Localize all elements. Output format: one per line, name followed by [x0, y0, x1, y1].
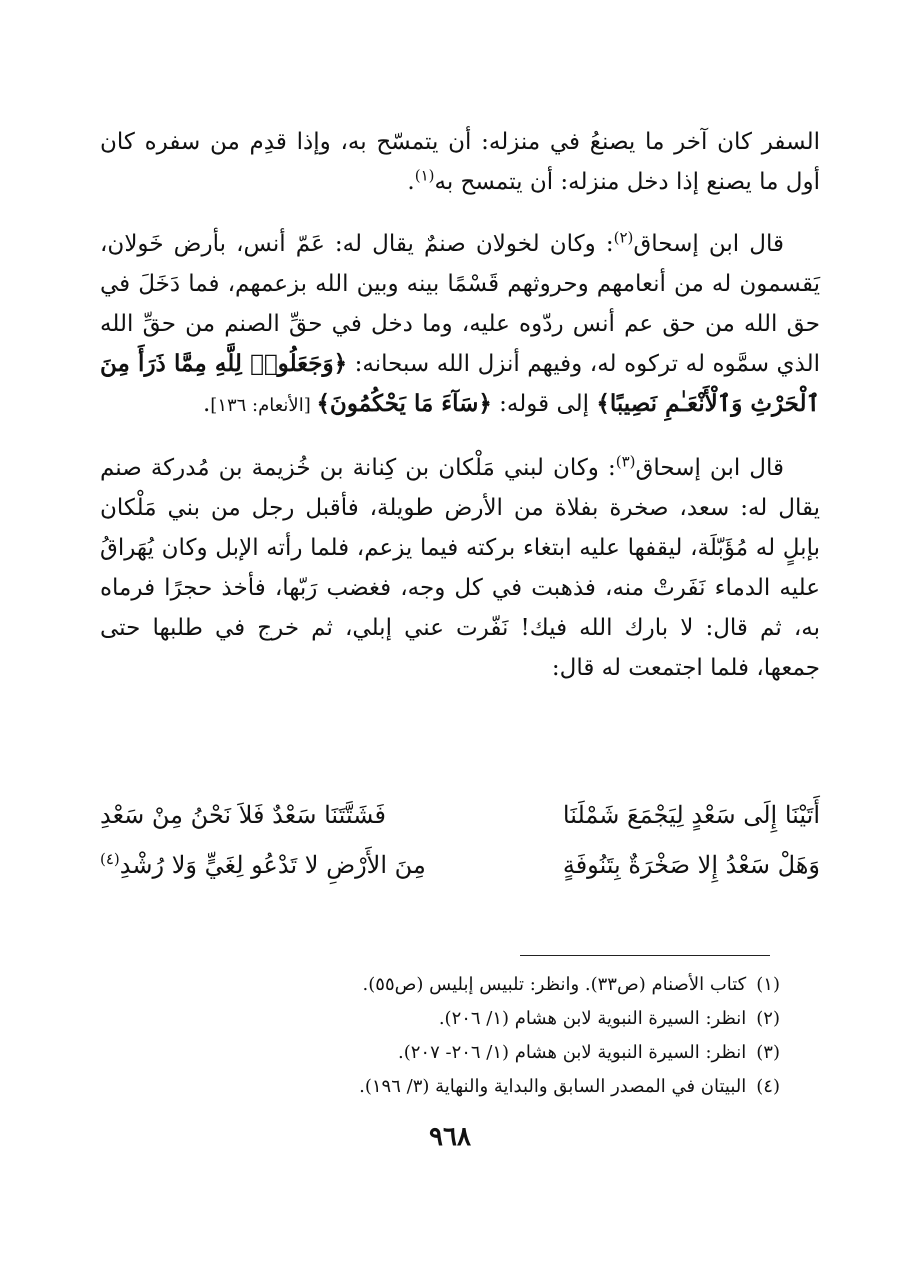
footnote-separator	[520, 955, 770, 956]
footnote-1-text: كتاب الأصنام (ص٣٣). وانظر: تلبيس إبليس (ص٥٥).	[362, 974, 747, 995]
footnote-2-text: انظر: السيرة النبوية لابن هشام (١/ ٢٠٦).	[438, 1008, 747, 1029]
paragraph-2-middle: إلى قوله:	[491, 391, 597, 417]
poem	[100, 790, 820, 890]
footnote-3-number: (٣)	[756, 1042, 780, 1063]
paragraph-3	[100, 448, 820, 688]
ayah-reference: [الأنعام: ١٣٦]	[210, 395, 317, 416]
quran-verse-1: ﴿وَجَعَلُوا۟ لِلَّهِ مِمَّا ذَرَأَ مِنَ ٱلْحَرْثِ وَٱلْأَنْعَـٰمِ نَصِيبًا﴾	[100, 350, 820, 417]
footnotes	[100, 968, 780, 1104]
paragraph-2-text: قال ابن إسحاق	[633, 231, 784, 257]
footnote-ref-2: (٢)	[613, 228, 634, 247]
footnote-4-number: (٤)	[756, 1076, 780, 1097]
footnote-ref-3: (٣)	[615, 452, 636, 471]
footnote-2-number: (٢)	[756, 1008, 780, 1029]
footnote-1-number: (١)	[756, 974, 780, 995]
poem-verse-2	[100, 840, 820, 890]
page-number: ٩٦٨	[429, 1122, 471, 1152]
paragraph-2-end: .	[202, 391, 211, 417]
footnote-4	[100, 1070, 780, 1104]
paragraph-1-tail: .	[407, 169, 415, 195]
verse-2-second-hemistich: مِنَ الأَرْضِ لا تَدْعُو لِغَيٍّ وَلا رُشْدِ	[119, 851, 426, 879]
verse-2-first-hemistich: وَهَلْ سَعْدُ إِلا صَخْرَةٌ بِتَنُوفَةٍ	[562, 851, 820, 879]
footnote-3-text: انظر: السيرة النبوية لابن هشام (١/ ٢٠٦- ٢٠٧).	[397, 1042, 747, 1063]
footnote-2	[100, 1002, 780, 1036]
paragraph-3-tail: : وكان لبني مَلْكان بن كِنانة بن خُزيمة بن مُدركة صنم يقال له: سعد، صخرة بفلاة من الأرض طويلة، فأقبل رجل من بني مَلْكان بإبلٍ له مُؤَبّلَة، ليقفها عليه ابتغاء بركته فيما يزعم، فلما رأته الإبل وكان يُهَراقُ عليه الدماء نَفَرتْ منه، فذهبت في كل وجه، فغضب رَبّها، فأخذ حجرًا فرماه به، ثم قال: لا بارك الله فيك! نَفّرت عني إبلي، ثم خرج في طلبها حتى جمعها، فلما اجتمعت له قال:	[100, 455, 820, 681]
verse-1-first-hemistich: أَتَيْنَا إِلَى سَعْدٍ لِيَجْمَعَ شَمْلَنَا	[562, 801, 820, 829]
paragraph-2-tail: : وكان لخولان صنمٌ يقال له: عَمّ أنس، بأرض خَولان، يَقسمون له من أنعامهم وحروثهم قَسْمًا بينه وبين الله بزعمهم، فما دَخَلَ في حق الله من حق عم أنس ردّوه عليه، وما دخل في حقِّ الصنم من حقِّ الله الذي سمَّوه له تركوه له، وفيهم أنزل الله سبحانه:	[100, 231, 820, 377]
footnote-3	[100, 1036, 780, 1070]
footnote-1	[100, 968, 780, 1002]
paragraph-2	[100, 224, 820, 426]
paragraph-1	[100, 122, 820, 202]
paragraph-3-text: قال ابن إسحاق	[635, 455, 785, 481]
quran-verse-2: ﴿سَآءَ مَا يَحْكُمُونَ﴾	[316, 390, 492, 417]
footnote-ref-1: (١)	[414, 166, 435, 185]
main-text	[100, 122, 820, 688]
verse-1-second-hemistich: فَشَتَّتَنَا سَعْدٌ فَلاَ نَحْنُ مِنْ سَعْدِ	[100, 801, 386, 829]
footnote-ref-4: (٤)	[100, 850, 120, 868]
verse-2-second-hemistich-wrap	[100, 851, 438, 879]
paragraph-1-text: السفر كان آخر ما يصنعُ في منزله: أن يتمسّح به، وإذا قدِم من سفره كان أول ما يصنع إذا دخل منزله: أن يتمسح به	[100, 129, 820, 195]
footnote-4-text: البيتان في المصدر السابق والبداية والنهاية (٣/ ١٩٦).	[359, 1076, 747, 1097]
poem-verse-1	[100, 790, 820, 840]
